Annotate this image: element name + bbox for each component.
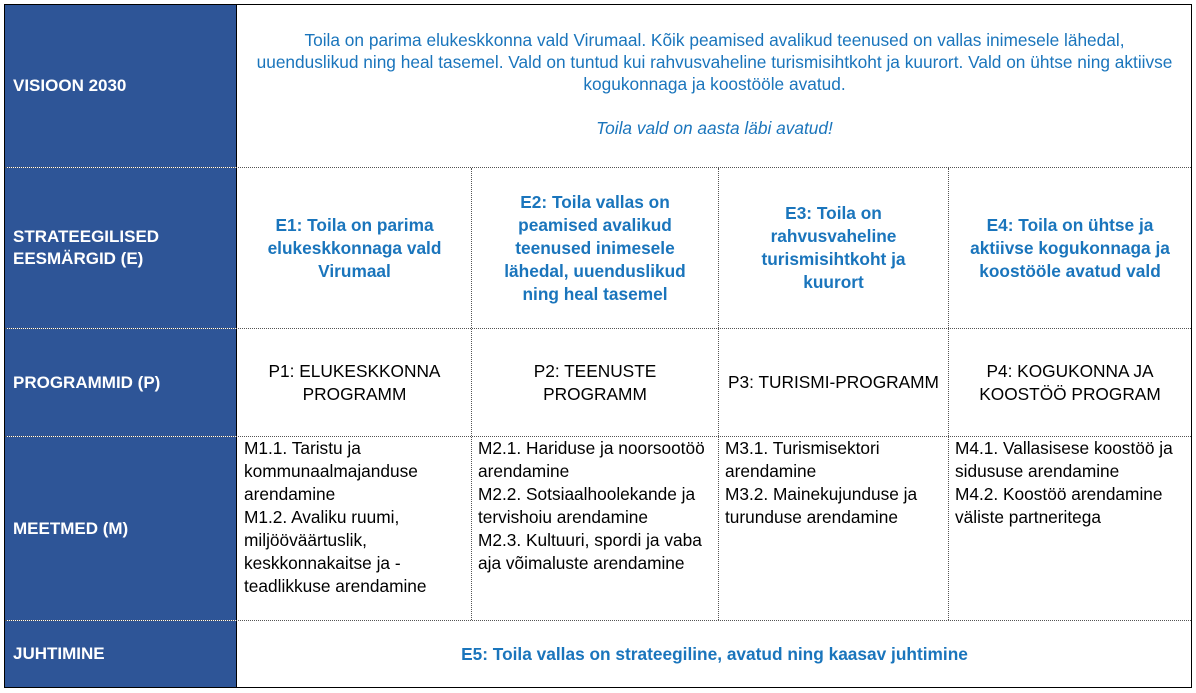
measure-m3-1: M3.1. Turismisektori arendamine bbox=[725, 438, 880, 481]
goals-label-line1: STRATEEGILISED bbox=[13, 227, 160, 246]
vision-text: Toila on parima elukeskkonna vald Virumaal. Kõik peamised avalikud teenused on vallas inimesele lähedal, uuenduslikud ning heal tasemel. Vald on tuntud kui rahvusvaheline turismisihtkoht ja kuurort. Vald on ühtse ning aktiivse kogukonnaga ja koostööle avatud. bbox=[256, 30, 1173, 94]
measures-content bbox=[238, 437, 1191, 620]
measures-label: MEETMED (M) bbox=[5, 437, 237, 620]
measures-col-1 bbox=[238, 437, 471, 620]
measure-m4-1: M4.1. Vallasisese koostöö ja sidususe arendamine bbox=[955, 438, 1173, 481]
goal-e2: E2: Toila vallas on peamised avalikud teenused inimesele lähedal, uuenduslikud ning heal tasemel bbox=[471, 168, 718, 328]
measure-m2-3: M2.3. Kultuuri, spordi ja vaba aja võimaluste arendamine bbox=[478, 530, 702, 573]
vision-row bbox=[5, 5, 1191, 168]
measure-m2-1: M2.1. Hariduse ja noorsootöö arendamine bbox=[478, 438, 705, 481]
goal-e3: E3: Toila on rahvusvaheline turismisihtkoht ja kuurort bbox=[718, 168, 948, 328]
program-p1: P1: ELUKESKKONNA PROGRAMM bbox=[268, 360, 441, 404]
measures-row bbox=[5, 437, 1191, 621]
goals-label-line2: EESMÄRGID (E) bbox=[13, 249, 144, 268]
measure-m4-2: M4.2. Koostöö arendamine väliste partneritega bbox=[955, 484, 1163, 527]
programs-content bbox=[238, 329, 1191, 436]
program-p4: P4: KOGUKONNA JA KOOSTÖÖ PROGRAM bbox=[948, 329, 1191, 436]
goals-row bbox=[5, 168, 1191, 329]
management-row bbox=[5, 621, 1191, 687]
program-p2: P2: TEENUSTE PROGRAMM bbox=[471, 329, 718, 436]
programs-label: PROGRAMMID (P) bbox=[5, 329, 237, 436]
measure-m1-1: M1.1. Taristu ja kommunaalmajanduse arendamine bbox=[244, 438, 418, 504]
management-text: E5: Toila vallas on strateegiline, avatud ning kaasav juhtimine bbox=[461, 643, 968, 664]
measure-m3-2: M3.2. Mainekujunduse ja turunduse arendamine bbox=[725, 484, 918, 527]
goals-label bbox=[5, 168, 237, 328]
strategy-table bbox=[4, 4, 1192, 688]
goals-content bbox=[238, 168, 1191, 328]
goal-e4: E4: Toila on ühtse ja aktiivse kogukonnaga ja koostööle avatud vald bbox=[948, 168, 1191, 328]
measures-col-3 bbox=[718, 437, 948, 620]
measure-m1-2: M1.2. Avaliku ruumi, miljööväärtuslik, keskkonnakaitse ja -teadlikkuse arendamine bbox=[244, 507, 427, 596]
measure-m2-2: M2.2. Sotsiaalhoolekande ja tervishoiu arendamine bbox=[478, 484, 696, 527]
program-p3: P3: TURISMI-PROGRAMM bbox=[718, 329, 948, 436]
management-content bbox=[238, 621, 1191, 687]
programs-row bbox=[5, 329, 1191, 437]
measures-col-2 bbox=[471, 437, 718, 620]
vision-content bbox=[238, 5, 1191, 167]
vision-slogan: Toila vald on aasta läbi avatud! bbox=[596, 118, 833, 138]
vision-label: VISIOON 2030 bbox=[5, 5, 237, 167]
goal-e1: E1: Toila on parima elukeskkonnaga vald Virumaal bbox=[267, 214, 442, 281]
measures-col-4 bbox=[948, 437, 1191, 620]
management-label: JUHTIMINE bbox=[5, 621, 237, 687]
